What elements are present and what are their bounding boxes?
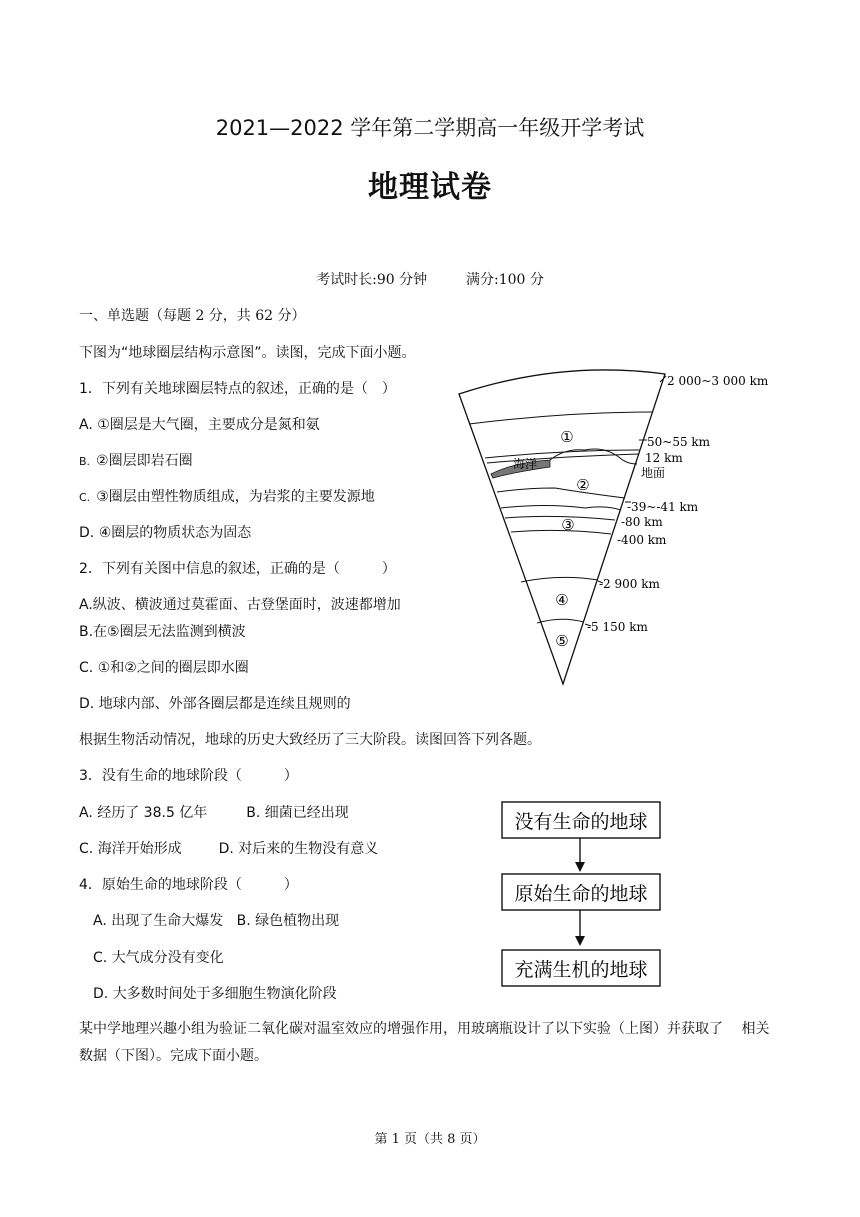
layer-3-label: ③ xyxy=(561,516,575,534)
option-key: D. xyxy=(79,525,95,541)
arrow-down-icon xyxy=(575,936,585,946)
q4-options-row-1 xyxy=(93,911,339,931)
section-heading: 一、单选题（每题 2 分，共 62 分） xyxy=(79,308,306,324)
option-key: B. xyxy=(79,455,91,468)
option-text: 大多数时间处于多细胞生物演化阶段 xyxy=(112,986,337,1002)
option-key: D. xyxy=(93,986,109,1002)
q2-option-c xyxy=(79,658,249,678)
option-text: ②圈层即岩石圈 xyxy=(96,453,193,469)
q1-option-b xyxy=(79,451,193,472)
q3-options-row-1 xyxy=(79,803,349,823)
depth-label-top: 2 000~3 000 km xyxy=(667,374,769,388)
question-1-stem: 1．下列有关地球圈层特点的叙述，正确的是（ ） xyxy=(79,381,396,397)
option-text: ①和②之间的圈层即水圈 xyxy=(97,660,249,676)
ground-label: 地面 xyxy=(641,466,666,480)
option-key: A. xyxy=(93,913,107,929)
option-text: 经历了 38.5 亿年 xyxy=(97,805,208,821)
page-number: 第 1 页（共 8 页） xyxy=(374,1132,486,1147)
option-text: ④圈层的物质状态为固态 xyxy=(98,525,252,541)
option-text: 绿色植物出现 xyxy=(255,913,340,929)
earth-layers-diagram xyxy=(455,368,785,693)
depth-label-5150: -5 150 km xyxy=(587,620,648,634)
layer-1-label: ① xyxy=(560,428,574,446)
option-key: A. xyxy=(79,417,93,433)
q1-option-c xyxy=(79,487,375,508)
option-text: 出现了生命大爆发 xyxy=(111,913,224,929)
option-key: A. xyxy=(79,597,93,613)
option-key: C. xyxy=(93,950,108,966)
option-text: 海洋开始形成 xyxy=(97,841,182,857)
intro-text-3: 某中学地理兴趣小组为验证二氧化碳对温室效应的增强作用，用玻璃瓶设计了以下实验（上图）并获取了 相关数据（下图）。完成下面小题。 xyxy=(79,1021,770,1064)
exam-info xyxy=(0,269,860,289)
q1-option-d xyxy=(79,523,251,543)
subject-title: 地理试卷 xyxy=(368,170,492,205)
stage-1-label: 没有生命的地球 xyxy=(514,811,648,833)
option-text: 地球内部、外部各圈层都是连续且规则的 xyxy=(98,696,351,712)
depth-label-400: -400 km xyxy=(617,533,667,547)
depth-label-80: -80 km xyxy=(621,515,663,529)
option-text: 纵波、横波通过莫霍面、古登堡面时，波速都增加 xyxy=(92,597,401,613)
exam-full-score: 满分:100 分 xyxy=(466,272,544,288)
option-key: D. xyxy=(79,696,95,712)
stage-3-label: 充满生机的地球 xyxy=(514,959,648,981)
intro-text-2: 根据生物活动情况，地球的历史大致经历了三大阶段。读图回答下列各题。 xyxy=(79,732,541,748)
option-key: C. xyxy=(79,660,94,676)
intro-text: 下图为“地球圈层结构示意图”。读图，完成下面小题。 xyxy=(79,345,416,361)
layer-4-label: ④ xyxy=(555,591,569,609)
stage-2-label: 原始生命的地球 xyxy=(514,883,648,905)
depth-label-2900: -2 900 km xyxy=(599,577,660,591)
exam-duration: 考试时长:90 分钟 xyxy=(316,272,428,288)
q1-option-a xyxy=(79,415,320,435)
option-text: 在⑤圈层无法监测到横波 xyxy=(93,624,246,640)
option-text: ①圈层是大气圈，主要成分是氮和氨 xyxy=(97,417,320,433)
q4-option-c xyxy=(93,948,224,968)
option-key: C. xyxy=(79,491,91,504)
earth-history-flowchart xyxy=(500,800,670,990)
option-key: B. xyxy=(246,805,261,821)
option-text: 大气成分没有变化 xyxy=(111,950,224,966)
option-key: B. xyxy=(236,913,251,929)
option-key: C. xyxy=(79,841,94,857)
depth-label-12: 12 km xyxy=(645,451,683,465)
question-4-stem: 4．原始生命的地球阶段（ ） xyxy=(79,877,298,893)
exam-title: 2021—2022 学年第二学期高一年级开学考试 xyxy=(215,116,645,140)
option-text: ③圈层由塑性物质组成，为岩浆的主要发源地 xyxy=(96,489,375,505)
option-key: A. xyxy=(79,805,93,821)
question-3-stem: 3．没有生命的地球阶段（ ） xyxy=(79,768,298,784)
q2-option-d xyxy=(79,694,351,714)
layer-2-label: ② xyxy=(576,476,590,494)
q2-option-a xyxy=(79,595,401,615)
option-key: D. xyxy=(218,841,234,857)
option-key: B. xyxy=(79,624,94,640)
arrow-down-icon xyxy=(575,862,585,872)
depth-label-moho: -39~-41 km xyxy=(627,500,699,514)
q2-option-b xyxy=(79,622,246,642)
q4-option-d xyxy=(93,984,337,1004)
question-2-stem: 2．下列有关图中信息的叙述，正确的是（ ） xyxy=(79,561,396,577)
option-text: 细菌已经出现 xyxy=(264,805,349,821)
layer-5-label: ⑤ xyxy=(555,632,569,650)
ocean-label: 海洋 xyxy=(513,457,538,471)
depth-label-50: 50~55 km xyxy=(647,435,711,449)
option-text: 对后来的生物没有意义 xyxy=(238,841,379,857)
q3-options-row-2 xyxy=(79,839,378,859)
